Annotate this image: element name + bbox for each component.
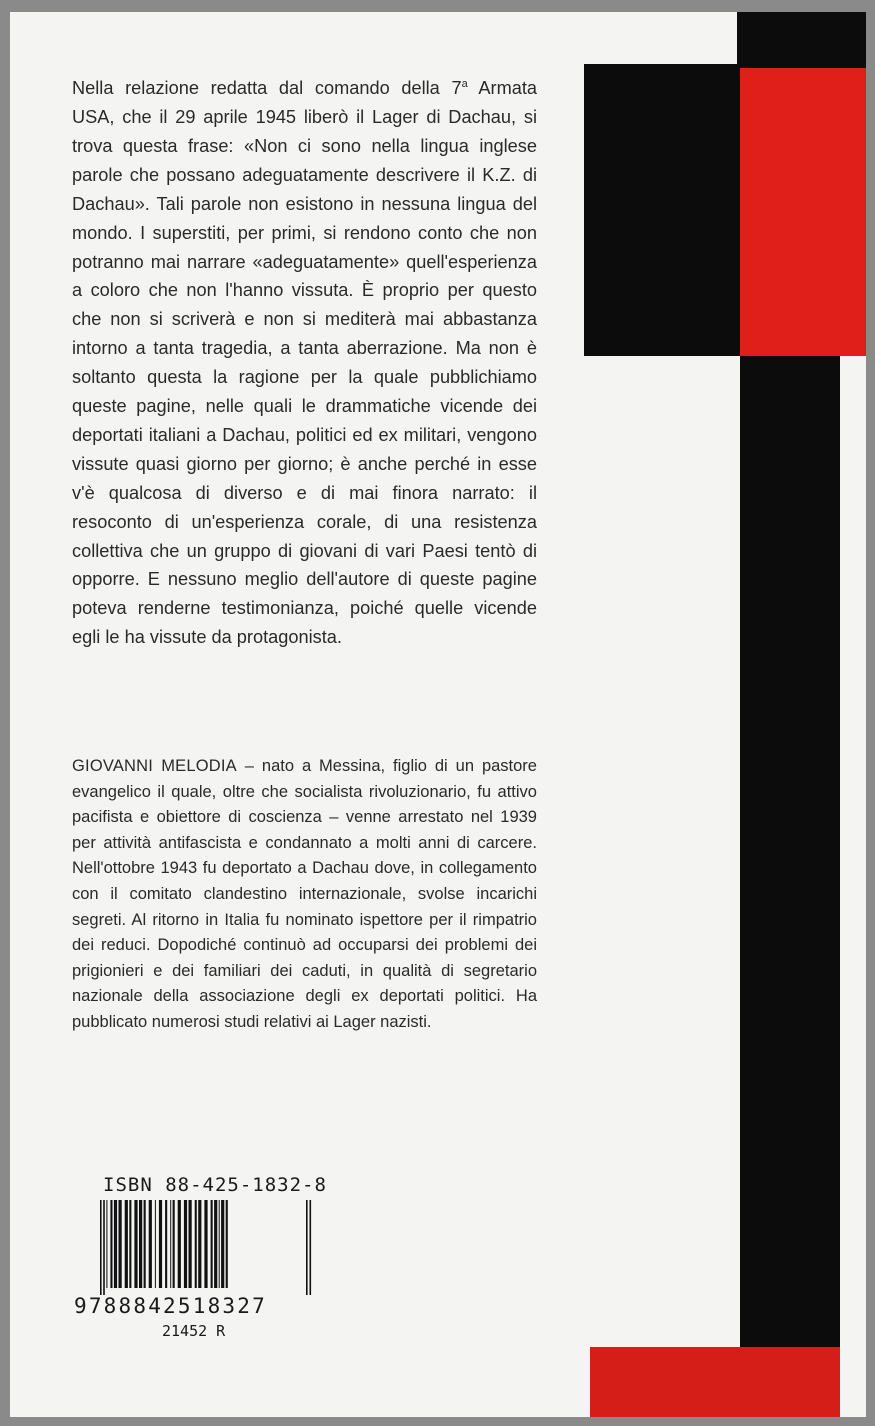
barcode-icon: [98, 1200, 313, 1295]
author-bio-text: – nato a Messina, figlio di un pastore evangelico il quale, oltre che socialista rivoluzionario, fu attivo pacifista e obiettore di coscienza – venne arrestato nel 1939 per attività antifascista e condannato a molti anni di carcere. Nell'ottobre 1943 fu deportato a Dachau dove, in collegamento con il comitato clandestino internazionale, svolse incarichi segreti. Al ritorno in Italia fu nominato ispettore per il rimpatrio dei reduci. Dopodiché continuò ad occuparsi dei problemi dei prigionieri e dei familiari dei caduti, in qualità di segretario nazionale della associazione degli ex deportati politici. Ha pubblicato numerosi studi relativi ai Lager nazisti.: [72, 757, 537, 1031]
isbn-label: ISBN 88-425-1832-8: [103, 1174, 327, 1196]
red-block-bottom: [590, 1347, 840, 1417]
author-bio-paragraph: [72, 754, 537, 1036]
blurb-superscript: a: [461, 78, 468, 90]
author-name: GIOVANNI MELODIA: [72, 757, 237, 775]
ean-digits: 9788842518327: [74, 1294, 267, 1318]
blurb-text: Armata USA, che il 29 aprile 1945 liberò il Lager di Dachau, si trova questa frase: «Non ci sono nella lingua inglese parole che possano adeguatamente descrivere il K.Z. di Dachau». Tali parole non esistono in nessuna lingua del mondo. I superstiti, per primi, si rendono conto che non potranno mai narrare «adeguatamente» quell'esperienza a coloro che non l'hanno vissuta. È proprio per questo che non si scriverà e non si mediterà mai abbastanza intorno a tanta tragedia, a tanta aberrazione. Ma non è soltanto questa la ragione per la quale pubblichiamo queste pagine, nelle quali le drammatiche vicende dei deportati italiani a Dachau, politici ed ex militari, vengono vissute quasi giorno per giorno; è anche perché in esse v'è qualcosa di diverso e di mai finora narrato: il resoconto di un'esperienza corale, di una resistenza collettiva che un gruppo di giovani di vari Paesi tentò di opporre. E nessuno meglio dell'autore di queste pagine poteva renderne testimonianza, poiché quelle vicende egli le ha vissute da protagonista.: [72, 78, 537, 648]
black-block-top: [737, 12, 866, 72]
blurb-lead: Nella relazione redatta dal comando della 7: [72, 78, 462, 99]
catalog-code: 21452 R: [162, 1322, 226, 1340]
blurb-paragraph: [72, 70, 537, 652]
black-vertical-strip: [740, 356, 840, 1417]
back-cover: [10, 12, 866, 1417]
red-block-top: [740, 68, 866, 356]
